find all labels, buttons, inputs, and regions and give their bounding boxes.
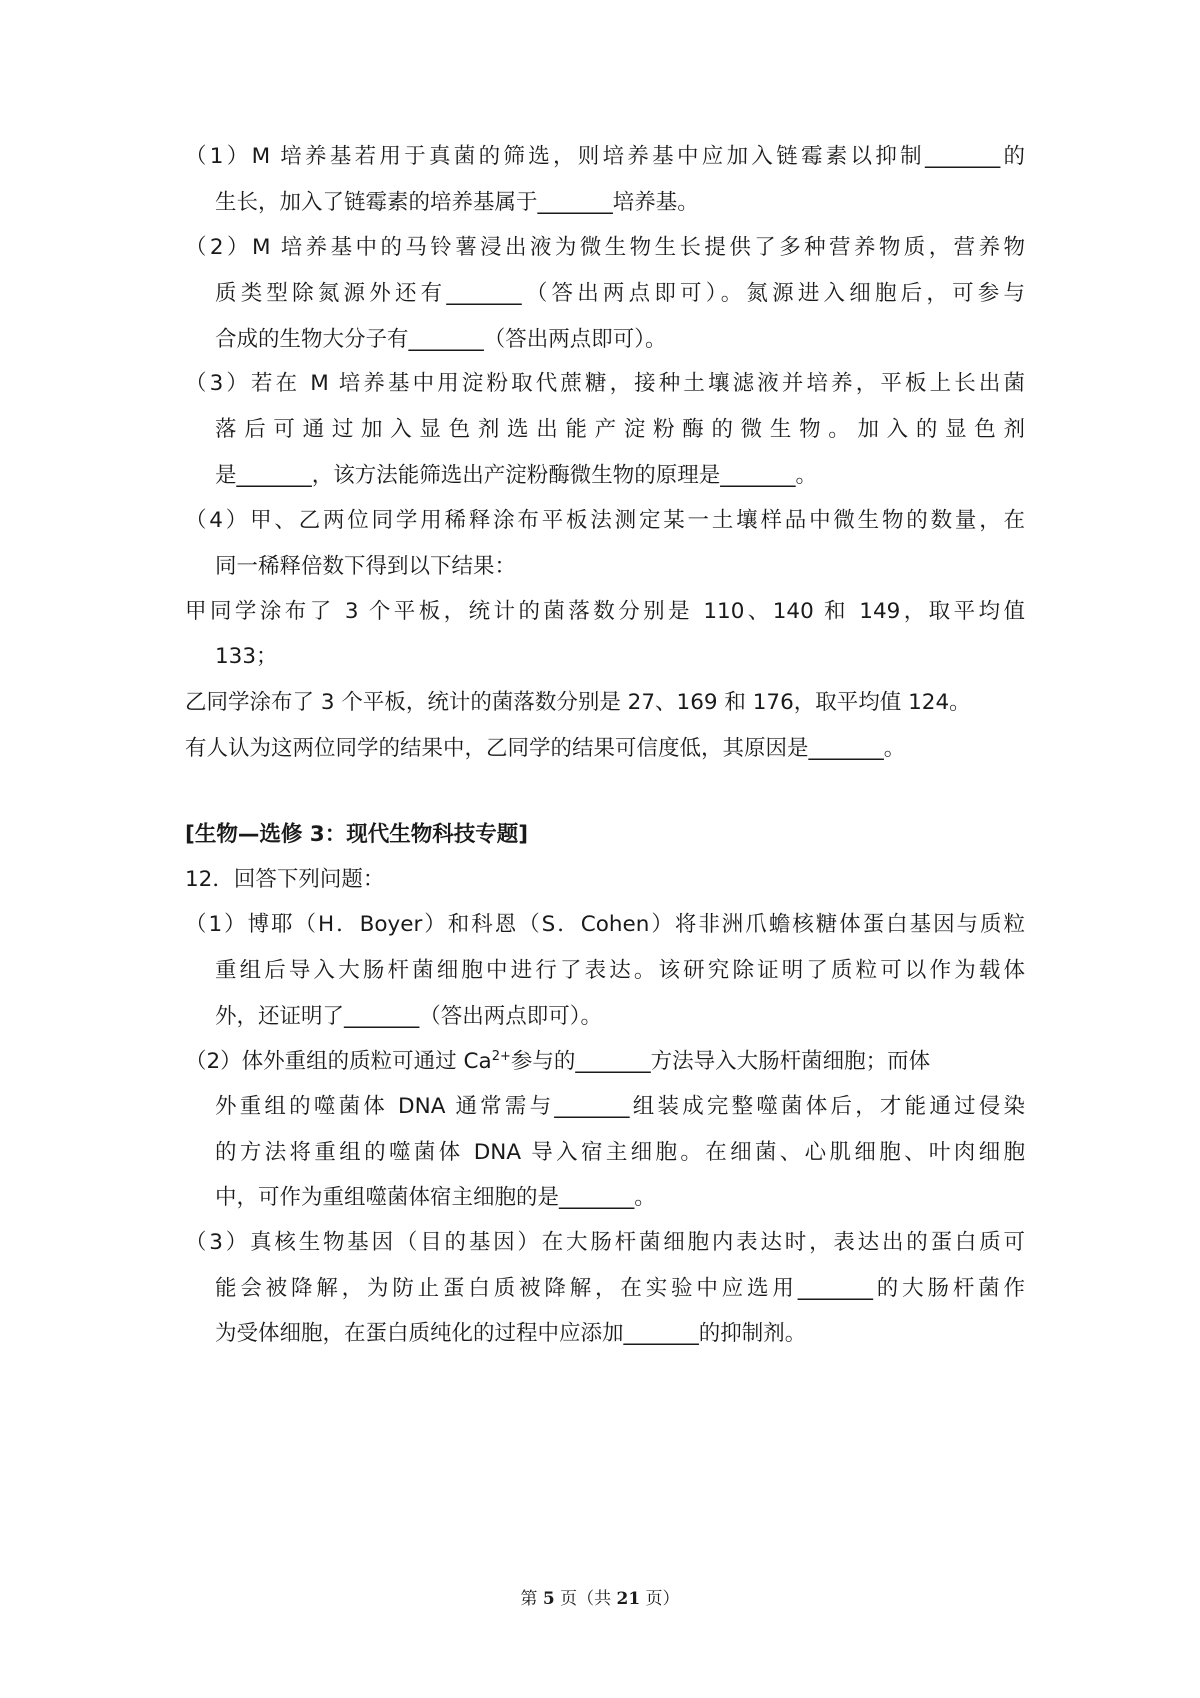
charge-superscript: 2+: [491, 1048, 511, 1064]
p3-line-2: 能会被降解，为防止蛋白质被降解，在实验中应选用_______的大肠杆菌作: [215, 1276, 1025, 1301]
q3-line-1: （3）若在 M 培养基中用淀粉取代蔗糖，接种土壤滤液并培养，平板上长出菌: [185, 371, 1025, 396]
section-heading: [生物—选修 3：现代生物科技专题]: [185, 822, 529, 847]
q3-line-2: 落后可通过加入显色剂选出能产淀粉酶的微生物。加入的显色剂: [215, 417, 1025, 442]
q2-line-2: 质类型除氮源外还有_______（答出两点即可）。氮源进入细胞后，可参与: [215, 281, 1025, 306]
page-footer: [0, 1584, 1200, 1609]
q4-result-a-line-1: 甲同学涂布了 3 个平板，统计的菌落数分别是 110、140 和 149，取平均值: [185, 599, 1025, 624]
p2-line-1-post: 参与的_______方法导入大肠杆菌细胞；而体: [510, 1049, 931, 1074]
q2-line-3: 合成的生物大分子有_______（答出两点即可）。: [215, 327, 667, 352]
q3-line-3: 是_______，该方法能筛选出产淀粉酶微生物的原理是_______。: [215, 463, 818, 488]
p3-line-1: （3）真核生物基因（目的基因）在大肠杆菌细胞内表达时，表达出的蛋白质可: [185, 1230, 1025, 1255]
p2-line-1-pre: （2）体外重组的质粒可通过 Ca: [185, 1049, 492, 1074]
footer-page-number: 5: [542, 1589, 555, 1609]
question-12-title: 12．回答下列问题：: [185, 867, 385, 892]
q2-line-1: （2）M 培养基中的马铃薯浸出液为微生物生长提供了多种营养物质，营养物: [185, 235, 1025, 260]
p1-line-1: （1）博耶（H．Boyer）和科恩（S．Cohen）将非洲爪蟾核糖体蛋白基因与质粒: [185, 912, 1025, 937]
q4-result-b: 乙同学涂布了 3 个平板，统计的菌落数分别是 27、169 和 176，取平均值 124。: [185, 690, 971, 715]
q1-line-2: 生长，加入了链霉素的培养基属于_______培养基。: [215, 190, 699, 215]
q1-line-1: （1）M 培养基若用于真菌的筛选，则培养基中应加入链霉素以抑制_______的: [185, 144, 1025, 169]
footer-middle: 页（共: [554, 1589, 617, 1609]
p3-line-3: 为受体细胞，在蛋白质纯化的过程中应添加_______的抑制剂。: [215, 1321, 807, 1346]
footer-suffix: 页）: [640, 1589, 680, 1609]
q4-question: 有人认为这两位同学的结果中，乙同学的结果可信度低，其原因是_______。: [185, 736, 906, 761]
q4-result-a-line-2: 133；: [215, 644, 278, 669]
q4-line-1: （4）甲、乙两位同学用稀释涂布平板法测定某一土壤样品中微生物的数量，在: [185, 508, 1025, 533]
q4-line-2: 同一稀释倍数下得到以下结果：: [215, 554, 517, 579]
p2-line-2: 外重组的噬菌体 DNA 通常需与_______组装成完整噬菌体后，才能通过侵染: [215, 1094, 1025, 1119]
p1-line-2: 重组后导入大肠杆菌细胞中进行了表达。该研究除证明了质粒可以作为载体: [215, 958, 1025, 983]
p2-line-1: [185, 1049, 930, 1075]
footer-prefix: 第: [520, 1589, 543, 1609]
p2-line-3: 的方法将重组的噬菌体 DNA 导入宿主细胞。在细菌、心肌细胞、叶肉细胞: [215, 1140, 1025, 1165]
p2-line-4: 中，可作为重组噬菌体宿主细胞的是_______。: [215, 1185, 656, 1210]
p1-line-3: 外，还证明了_______（答出两点即可）。: [215, 1004, 603, 1029]
footer-total-pages: 21: [616, 1589, 641, 1609]
